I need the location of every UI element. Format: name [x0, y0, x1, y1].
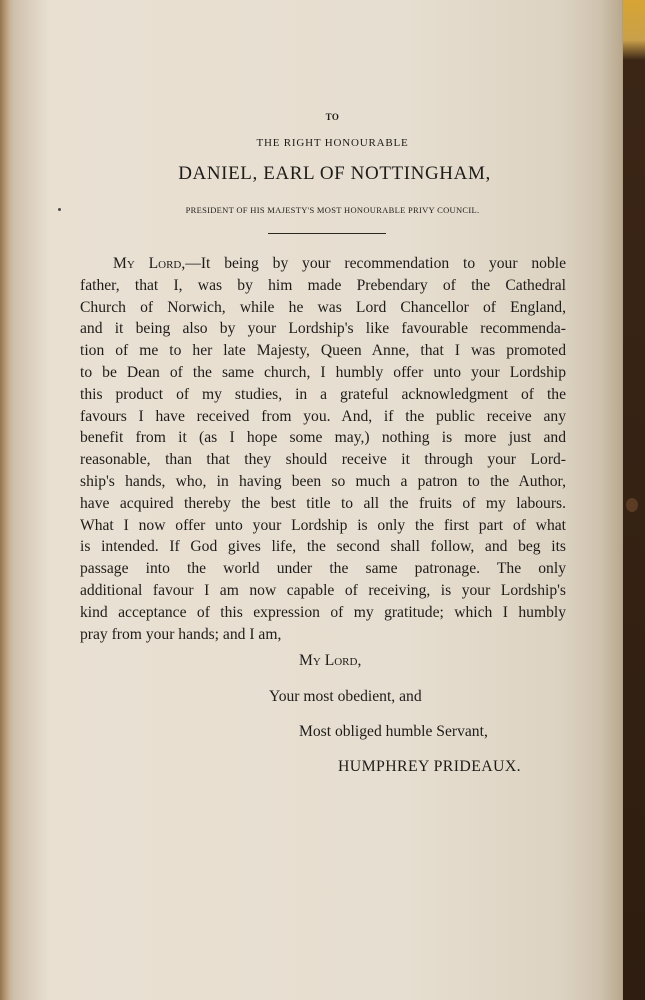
body-line: this product of my studies, in a grateful acknowledgment of the	[80, 385, 566, 403]
body-line: Church of Norwich, while he was Lord Chancellor of England,	[80, 298, 566, 316]
body-line-text: —It being by your recommendation to your noble	[185, 255, 566, 272]
closing-salutation: My Lord,	[299, 652, 362, 669]
signature: HUMPHREY PRIDEAUX.	[338, 758, 522, 775]
body-line: passage into the world under the same patronage. The only	[80, 560, 566, 578]
salutation: My Lord,	[113, 255, 186, 272]
body-line: is intended. If God gives life, the second shall follow, and beg its	[80, 538, 566, 556]
body-line: father, that I, was by him made Prebendary of the Cathedral	[80, 276, 566, 294]
body-line: pray from your hands; and I am,	[80, 625, 282, 643]
divider-rule	[268, 233, 386, 234]
dedication-to: TO	[325, 112, 340, 122]
closing-line-1: Your most obedient, and	[269, 688, 422, 705]
body-line: ship's hands, who, in having been so much a patron to the Author,	[80, 472, 566, 490]
dedication-addressee: THE RIGHT HONOURABLE	[256, 137, 409, 149]
body-line: favours I have received from you. And, if the public receive any	[80, 407, 566, 425]
dedication-body	[80, 253, 566, 645]
body-line: kind acceptance of this expression of my gratitude; which I humbly	[80, 603, 566, 621]
body-line: have acquired thereby the best title to all the fruits of my labours.	[80, 494, 566, 512]
body-line: to be Dean of the same church, I humbly offer unto your Lordship	[80, 363, 566, 381]
body-line: What I now offer unto your Lordship is only the first part of what	[80, 516, 566, 534]
body-line: tion of me to her late Majesty, Queen Anne, that I was promoted	[80, 342, 566, 360]
body-line: and it being also by your Lordship's like favourable recommenda-	[80, 320, 566, 338]
body-line: additional favour I am now capable of receiving, is your Lordship's	[80, 581, 566, 599]
dedication-office: PRESIDENT OF HIS MAJESTY'S MOST HONOURABLE PRIVY COUNCIL.	[185, 205, 480, 215]
closing-line-2: Most obliged humble Servant,	[299, 723, 488, 740]
body-line: reasonable, than that they should receive it through your Lord-	[80, 451, 566, 469]
dedication-name: DANIEL, EARL OF NOTTINGHAM,	[178, 163, 491, 184]
body-line: benefit from it (as I hope some may,) nothing is more just and	[80, 429, 566, 447]
body-line	[80, 253, 566, 275]
